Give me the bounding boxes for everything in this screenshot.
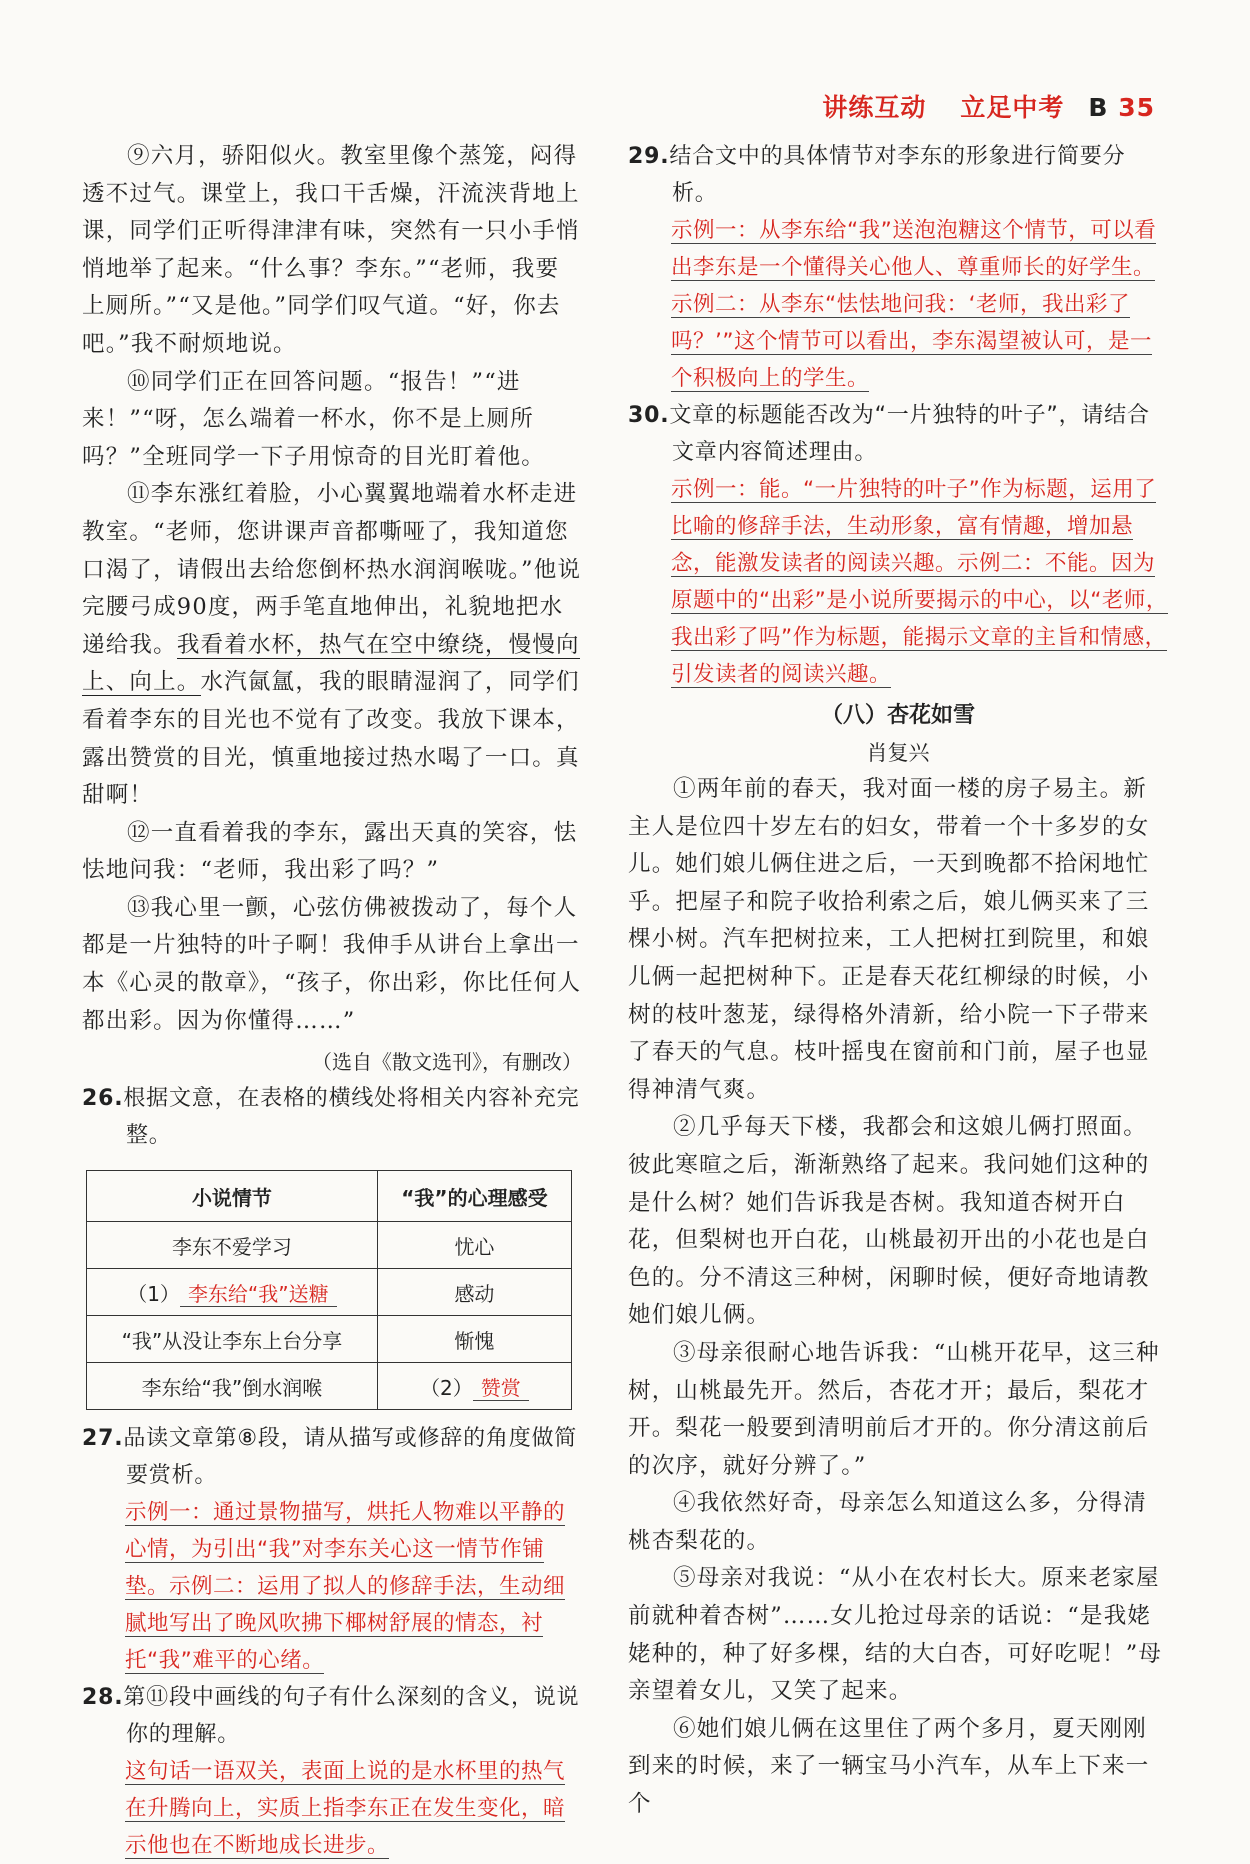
paragraph-10: ⑩同学们正在回答问题。“报告！”“进来！”“呀，怎么端着一杯水，你不是上厕所吗？”全班同学一下子用惊奇的目光盯着他。 [82, 368, 546, 470]
answer-29 [671, 212, 1168, 397]
question-27 [82, 1420, 582, 1494]
table-cell-feeling: 惭愧 [377, 1316, 571, 1363]
header-left: 讲练互动 [822, 93, 927, 122]
question-27-text: 品读文章第⑧段，请从描写或修辞的角度做简要赏析。 [123, 1426, 578, 1489]
page-header [822, 88, 1155, 124]
page-number: 35 [1118, 93, 1155, 122]
table-header-feeling: “我”的心理感受 [377, 1171, 571, 1222]
header-mid: 立足中考 [960, 93, 1065, 122]
question-27-number: 27. [82, 1426, 124, 1452]
question-26-number: 26. [82, 1086, 124, 1112]
question-30 [628, 397, 1168, 471]
question-30-text: 文章的标题能否改为“一片独特的叶子”，请结合文章内容简述理由。 [669, 403, 1150, 465]
paragraph-13: ⑬我心里一颤，心弦仿佛被拨动了，每个人都是一片独特的叶子啊！我伸手从讲台上拿出一本《心灵的散章》，“孩子，你出彩，你比任何人都出彩。因为你懂得……” [82, 894, 582, 1034]
story-paragraph-3: ③母亲很耐心地告诉我：“山桃开花早，这三种树，山桃最先开。然后，杏花才开；最后，梨花才开。梨花一般要到清明前后才开的。你分清这前后的次序，就好分辨了。” [628, 1339, 1160, 1479]
left-column [82, 138, 582, 1864]
table-cell-feeling: 感动 [377, 1269, 571, 1316]
table-row [87, 1363, 572, 1410]
story-paragraph-6: ⑥她们娘儿俩在这里住了两个多月，夏天刚刚到来的时候，来了一辆宝马小汽车，从车上下来一个 [628, 1715, 1150, 1818]
story-paragraph-2: ②几乎每天下楼，我都会和这娘儿俩打照面。彼此寒暄之后，渐渐熟络了起来。我问她们这种的是什么树？她们告诉我是杏树。我知道杏树开白花，但梨树也开白花，山桃最初开出的小花也是白色的。分不清这三种树，闲聊时候，便好奇地请教她们娘儿俩。 [628, 1114, 1150, 1329]
question-29 [628, 138, 1168, 212]
section-author: 肖复兴 [866, 741, 930, 765]
table-cell-plot: 李东不爱学习 [87, 1222, 378, 1269]
blank-2-answer: 赞赏 [473, 1376, 529, 1401]
blank-1-label: （1） [127, 1281, 180, 1306]
answer-30 [671, 471, 1168, 693]
plot-feeling-table [86, 1170, 572, 1410]
table-cell-plot: “我”从没让李东上台分享 [87, 1316, 378, 1363]
question-28-text: 第⑪段中画线的句子有什么深刻的含义，说说你的理解。 [123, 1685, 580, 1748]
table-header-row [87, 1171, 572, 1222]
table-cell-feeling [377, 1363, 571, 1410]
source-note: （选自《散文选刊》，有删改） [312, 1050, 582, 1075]
paragraph-11 [82, 476, 582, 814]
table-cell-plot: 李东给“我”倒水润喉 [87, 1363, 378, 1410]
table-row [87, 1316, 572, 1363]
question-30-number: 30. [628, 403, 670, 428]
paragraph-12: ⑫一直看着我的李东，露出天真的笑容，怯怯地问我：“老师，我出彩了吗？” [82, 819, 578, 884]
right-column [628, 138, 1168, 1824]
paragraph-11-after: 水汽氤氲，我的眼睛湿润了，同学们看着李东的目光也不觉有了改变。我放下课本，露出赞赏的目光，慎重地接过热水喝了一口。真甜啊！ [82, 669, 580, 809]
story-paragraph-1: ①两年前的春天，我对面一楼的房子易主。新主人是位四十岁左右的妇女，带着一个十多岁的女儿。她们娘儿俩住进之后，一天到晚都不拾闲地忙乎。把屋子和院子收拾利索之后，娘儿俩买来了三棵小树。汽车把树拉来，工人把树扛到院里，和娘儿俩一起把树种下。正是春天花红柳绿的时候，小树的枝叶葱茏，绿得格外清新，给小院一下子带来了春天的气息。枝叶摇曳在窗前和门前，屋子也显得神清气爽。 [628, 776, 1150, 1103]
question-26 [82, 1080, 582, 1154]
story-paragraph-5: ⑤母亲对我说：“从小在农村长大。原来老家屋前就种着杏树”……女儿抢过母亲的话说：“是我姥姥种的，种了好多棵，结的大白杏，可好吃呢！”母亲望着女儿，又笑了起来。 [628, 1565, 1163, 1705]
table-row [87, 1269, 572, 1316]
table-cell-plot [87, 1269, 378, 1316]
answer-27 [125, 1494, 582, 1679]
table-header-plot: 小说情节 [87, 1171, 378, 1222]
underlined-sentence: 我看着水杯，热气在空中缭绕，慢慢向上、向上。 [82, 631, 580, 696]
story-paragraph-4: ④我依然好奇，母亲怎么知道这么多，分得清桃杏梨花的。 [628, 1490, 1148, 1554]
blank-2-label: （2） [420, 1375, 473, 1400]
table-row [87, 1222, 572, 1269]
question-29-text: 结合文中的具体情节对李东的形象进行简要分析。 [669, 144, 1126, 206]
table-cell-feeling: 忧心 [377, 1222, 571, 1269]
paragraph-9: ⑨六月，骄阳似火。教室里像个蒸笼，闷得透不过气。课堂上，我口干舌燥，汗流浃背地上课，同学们正听得津津有味，突然有一只小手悄悄地举了起来。“什么事？李东。”“老师，我要上厕所。”“又是他。”同学们叹气道。“好，你去吧。”我不耐烦地说。 [82, 143, 580, 357]
question-26-text: 根据文意，在表格的横线处将相关内容补充完整。 [123, 1086, 580, 1149]
answer-27-text: 示例一：通过景物描写，烘托人物难以平静的心情，为引出“我”对李东关心这一情节作铺垫。示例二：运用了拟人的修辞手法，生动细腻地写出了晚风吹拂下椰树舒展的情态，衬托“我”难平的心绪。 [125, 1500, 566, 1674]
answer-28 [125, 1753, 582, 1864]
answer-28-text: 这句话一语双关，表面上说的是水杯里的热气在升腾向上，实质上指李东正在发生变化，暗示他也在不断地成长进步。 [125, 1759, 566, 1859]
book-label: B [1088, 93, 1109, 122]
question-28 [82, 1679, 582, 1753]
blank-1-answer: 李东给“我”送糖 [180, 1282, 337, 1307]
answer-30-text: 示例一：能。“一片独特的叶子”作为标题，运用了比喻的修辞手法，生动形象，富有情趣，增加悬念，能激发读者的阅读兴趣。示例二：不能。因为原题中的“出彩”是小说所要揭示的中心，以“老师，我出彩了吗”作为标题，能揭示文章的主旨和情感，引发读者的阅读兴趣。 [671, 477, 1168, 687]
question-29-number: 29. [628, 144, 670, 169]
answer-29-text: 示例一：从李东给“我”送泡泡糖这个情节，可以看出李东是一个懂得关心他人、尊重师长的好学生。示例二：从李东“怯怯地问我：‘老师，我出彩了吗？’”这个情节可以看出，李东渴望被认可，是一个积极向上的学生。 [671, 218, 1157, 391]
question-28-number: 28. [82, 1685, 124, 1711]
section-title: （八）杏花如雪 [820, 703, 975, 728]
paragraph-11-before: ⑪李东涨红着脸，小心翼翼地端着水杯走进教室。“老师，您讲课声音都嘶哑了，我知道您口渴了，请假出去给您倒杯热水润润喉咙。”他说完腰弓成90度，两手笔直地伸出，礼貌地把水递给我。 [82, 481, 582, 658]
